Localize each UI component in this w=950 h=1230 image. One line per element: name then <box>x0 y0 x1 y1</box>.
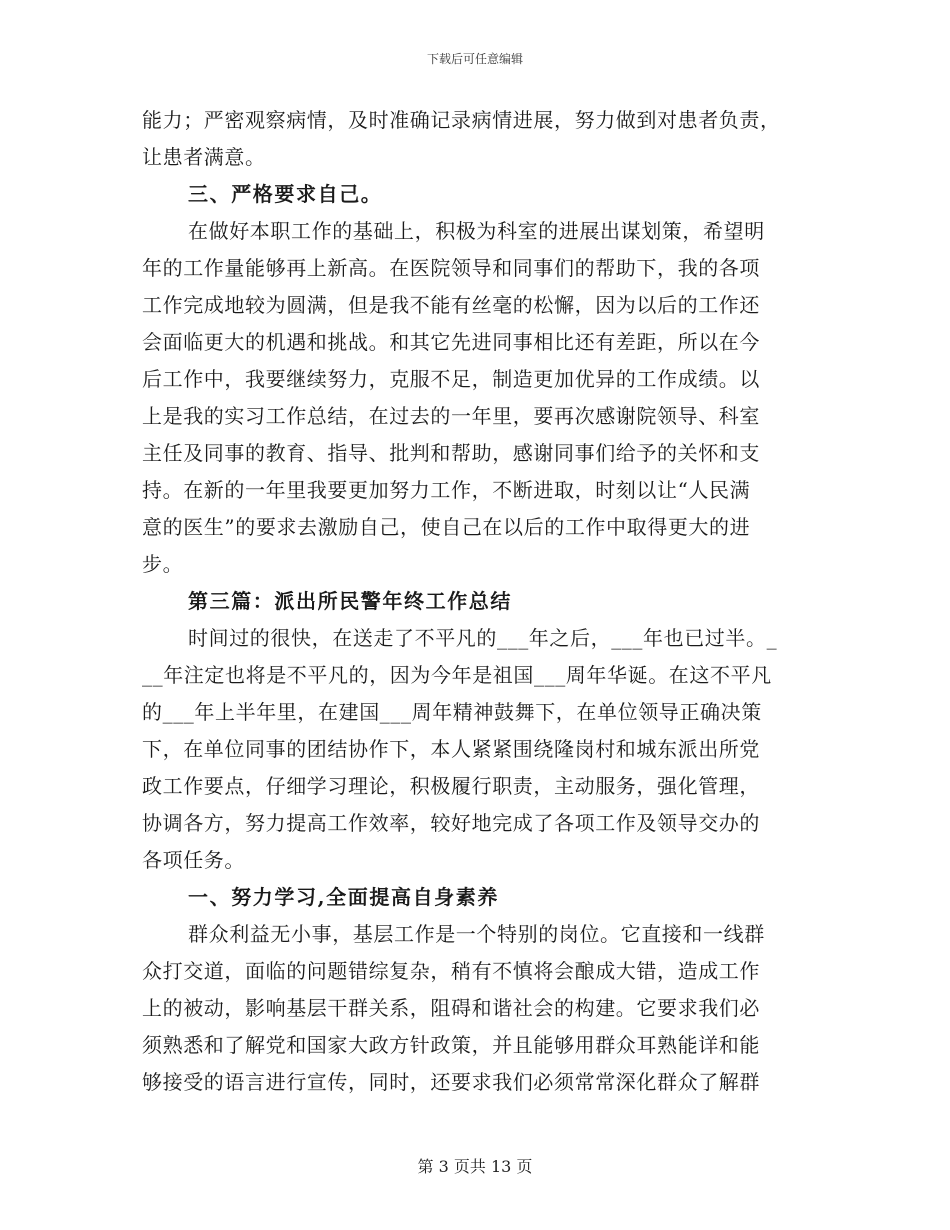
text-line: 够接受的语言进行宣传，同时，还要求我们必须常常深化群众了解群 <box>142 1070 760 1094</box>
page-header: 下载后可任意编辑 <box>426 52 523 66</box>
page-number: 第 3 页共 13 页 <box>417 1157 533 1176</box>
text-line: 后工作中，我要继续努力，克服不足，制造更加优异的工作成绩。以 <box>142 367 760 391</box>
text-line: 上是我的实习工作总结，在过去的一年里，要再次感谢院领导、科室 <box>142 404 760 428</box>
text-line: 协调各方，努力提高工作效率，较好地完成了各项工作及领导交办的 <box>142 811 760 835</box>
text-line: 年的工作量能够再上新高。在医院领导和同事们的帮助下，我的各项 <box>142 256 760 280</box>
paragraph-start: 群众利益无小事，基层工作是一个特别的岗位。它直接和一线群 <box>188 922 765 946</box>
text-line: 众打交道，面临的问题错综复杂，稍有不慎将会酿成大错，造成工作 <box>142 959 760 983</box>
text-line: 意的医生”的要求去激励自己，使自己在以后的工作中取得更大的进 <box>142 515 751 539</box>
text-line: 的___年上半年里，在建国___周年精神鼓舞下，在单位领导正确决策 <box>142 700 762 724</box>
section-heading: 一、努力学习,全面提高自身素养 <box>188 885 499 909</box>
paragraph-start: 在做好本职工作的基础上，积极为科室的进展出谋划策，希望明 <box>188 219 765 243</box>
text-line: 让患者满意。 <box>142 145 266 169</box>
document-body <box>142 102 804 1101</box>
text-line: 步。 <box>142 552 184 576</box>
chapter-title: 第三篇：派出所民警年终工作总结 <box>188 589 512 613</box>
text-line: 工作完成地较为圆满，但是我不能有丝毫的松懈，因为以后的工作还 <box>142 293 760 317</box>
text-line: 须熟悉和了解党和国家大政方针政策，并且能够用群众耳熟能详和能 <box>142 1033 760 1057</box>
section-heading: 三、严格要求自己。 <box>188 182 383 206</box>
text-line: 上的被动，影响基层干群关系，阻碍和谐社会的构建。它要求我们必 <box>142 996 760 1020</box>
text-line: 会面临更大的机遇和挑战。和其它先进同事相比还有差距，所以在今 <box>142 330 760 354</box>
text-line: 持。在新的一年里我要更加努力工作，不断进取，时刻以让“人民满 <box>142 478 751 502</box>
text-line: 下，在单位同事的团结协作下，本人紧紧围绕隆岗村和城东派出所党 <box>142 737 760 761</box>
text-line: 主任及同事的教育、指导、批判和帮助，感谢同事们给予的关怀和支 <box>142 441 760 465</box>
text-line: 能力；严密观察病情，及时准确记录病情进展，努力做到对患者负责， <box>142 108 781 132</box>
text-line: 各项任务。 <box>142 848 245 872</box>
text-line: 政工作要点，仔细学习理论，积极履行职责，主动服务，强化管理， <box>142 774 760 798</box>
text-line: __年注定也将是不平凡的，因为今年是祖国___周年华诞。在这不平凡 <box>142 663 772 687</box>
paragraph-start: 时间过的很快，在送走了不平凡的___年之后，___年也已过半。_ <box>188 626 778 650</box>
